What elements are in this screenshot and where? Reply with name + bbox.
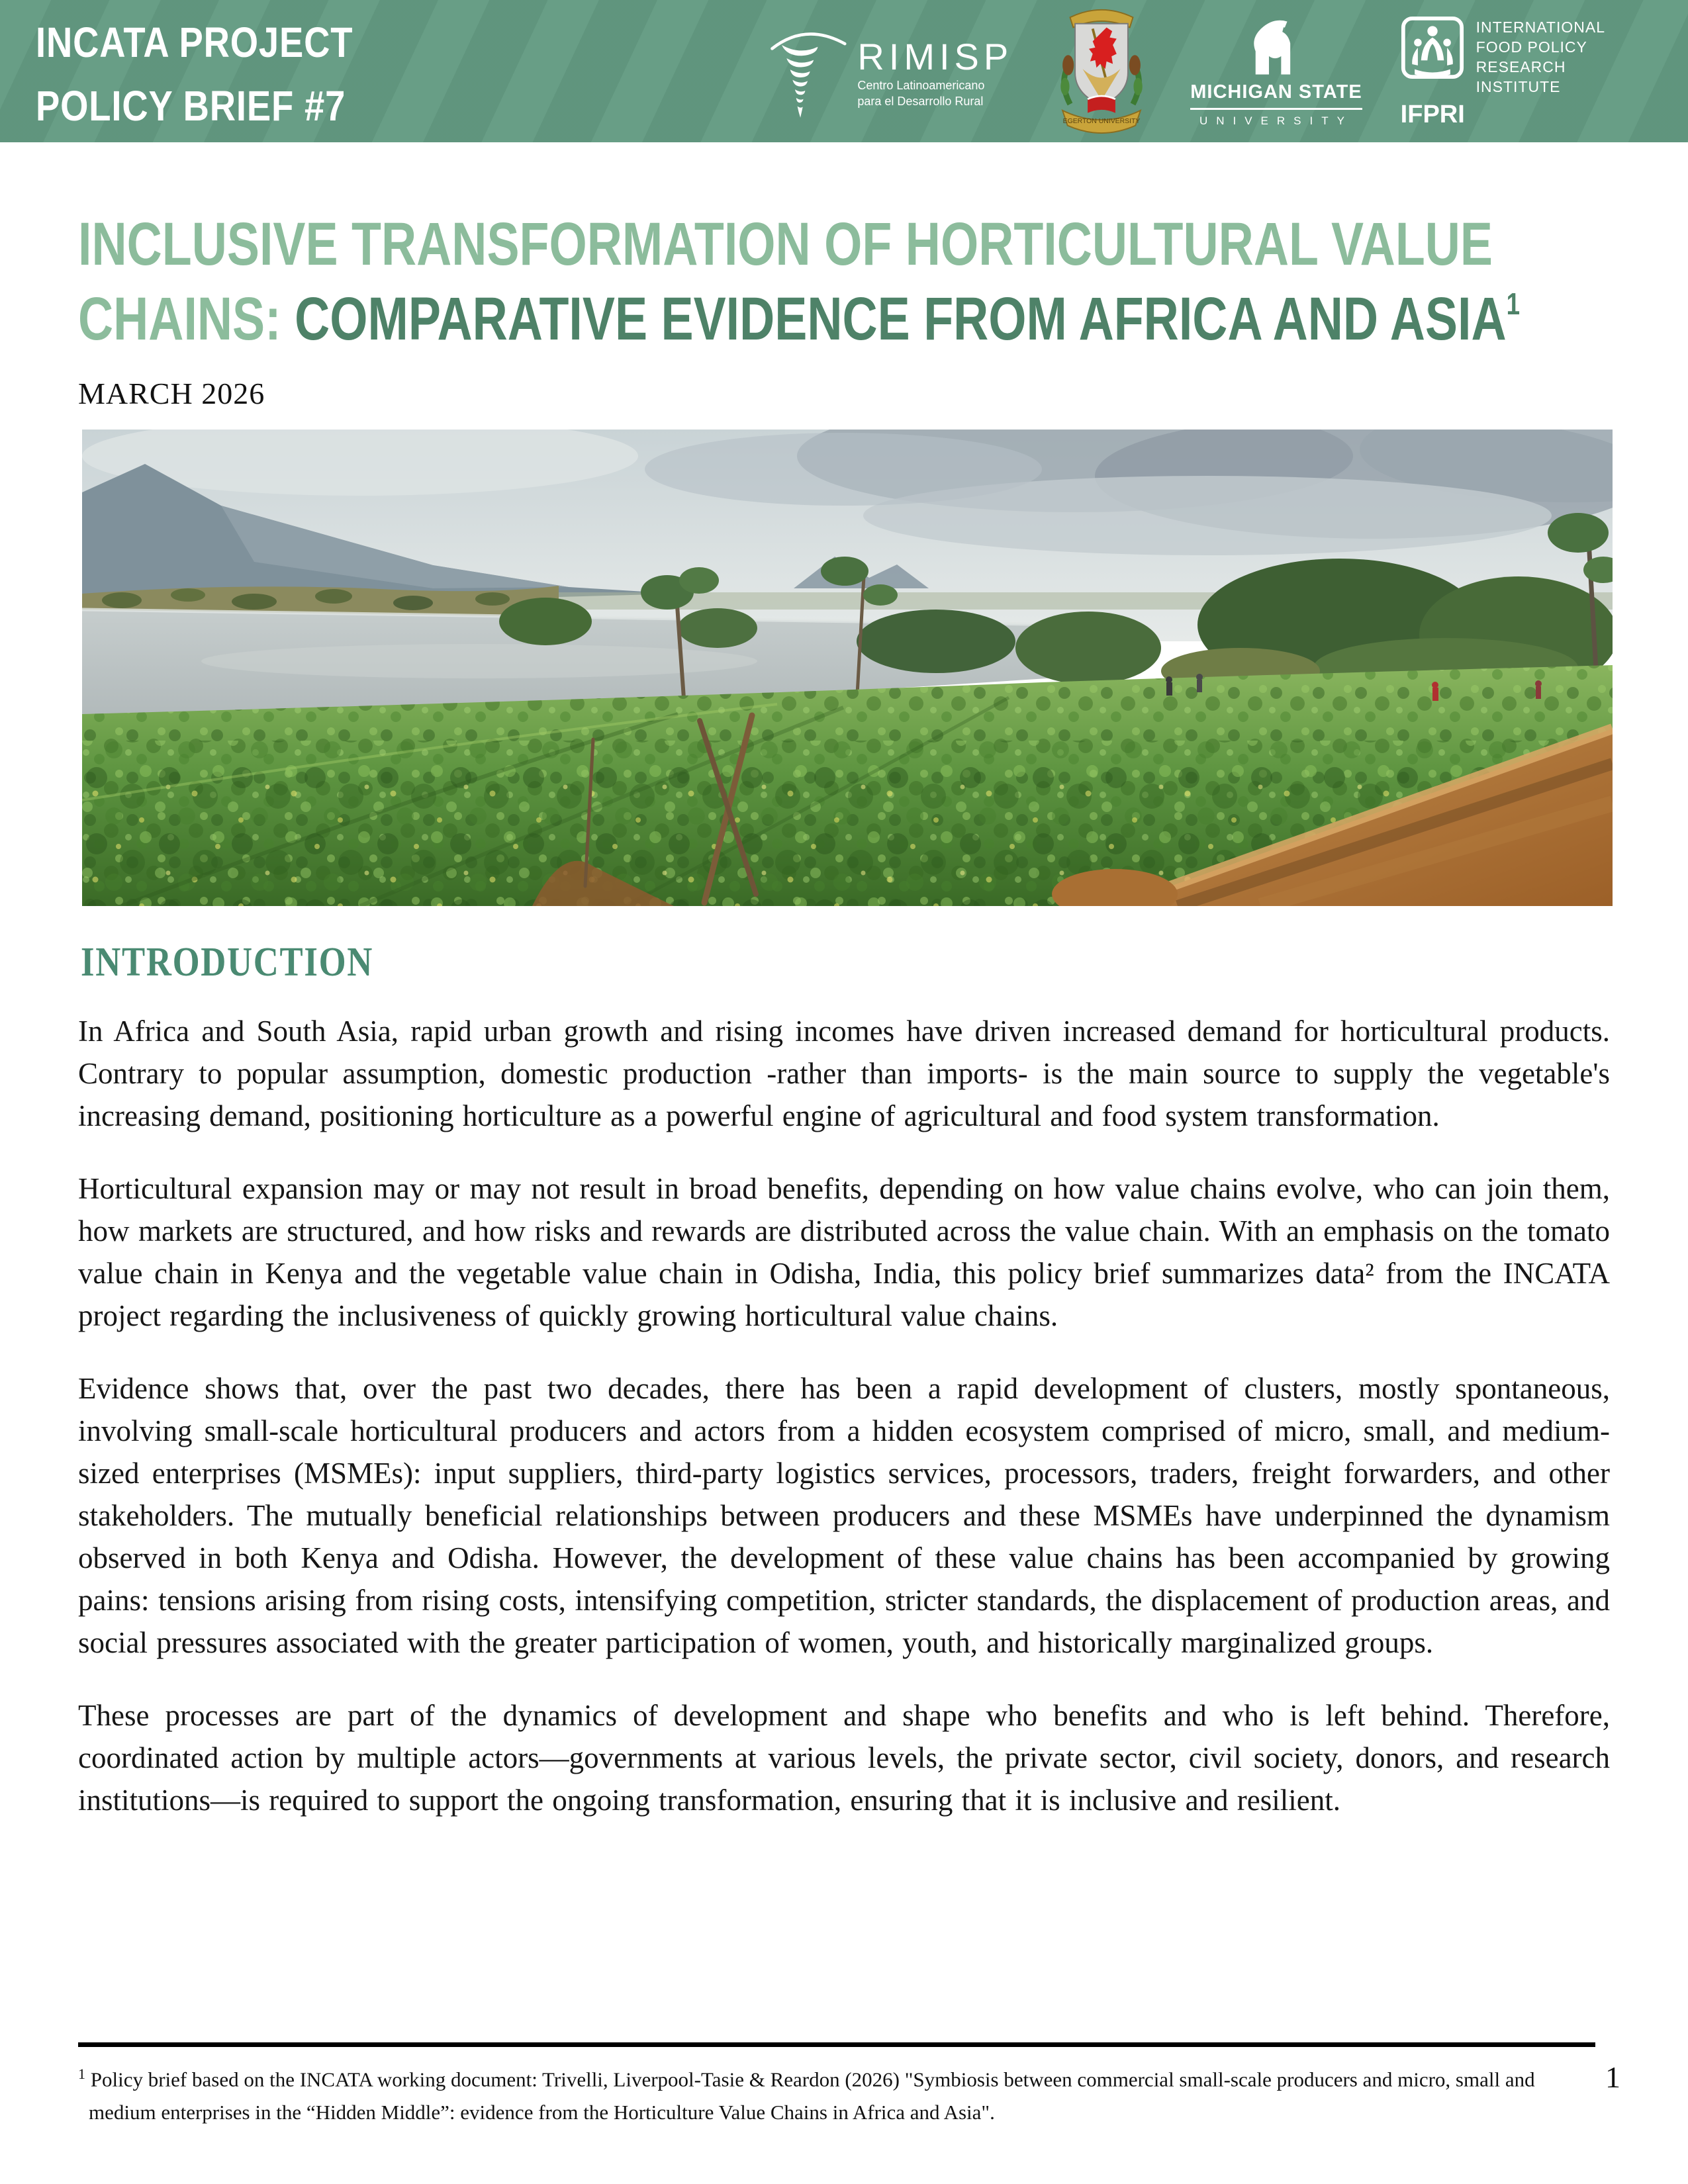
header-brief-number: POLICY BRIEF #7 [36,82,346,130]
rimisp-wordmark [857,36,1013,109]
field-photo [82,430,1613,906]
publication-date: MARCH 2026 [78,377,265,410]
footnote-separator [78,2042,1595,2047]
paragraph-3: Evidence shows that, over the past two decades, there has been a rapid development of clusters, mostly spontaneous, involving small-scale horticultural producers and actors from a hidden ecosystem comprised of micro, small, and medium-sized enterprises (MSMEs): input suppliers, third-party logistics services, processors, traders, freight forwarders, and other stakeholders. The mutually beneficial relationships between producers and these MSMEs have underpinned the dynamism observed in both Kenya and Odisha. However, the development of these value chains has been accompanied by growing pains: tensions arising from rising costs, intensifying competition, stricter standards, the displacement of production areas, and social pressures associated with the greater participation of women, youth, and historically marginalized groups. [78,1372,1610,1659]
introduction-heading: INTRODUCTION [81,940,374,985]
paragraph-2: Horticultural expansion may or may not result in broad benefits, depending on how value chains evolve, who can join them, how markets are structured, and how risks and rewards are distributed across the value chain. With an emphasis on the tomato value chain in Kenya and the vegetable value chain in Odisha, India, this policy brief summarizes data² from the INCATA project regarding the inclusiveness of quickly growing horticultural value chains. [78,1172,1610,1332]
footnote-marker: 1 [78,2066,85,2082]
rimisp-name: RIMISP [857,35,1013,77]
title-line-1: INCLUSIVE TRANSFORMATION OF HORTICULTURAL VALUE [78,210,1493,278]
egerton-ribbon-text: EGERTON UNIVERSITY [1062,117,1141,125]
ifpri-line-3: RESEARCH [1476,58,1566,75]
ifpri-line-1: INTERNATIONAL [1476,19,1605,36]
header-project-title: INCATA PROJECT [36,19,353,66]
footnote-area [78,2042,1622,2129]
ifpri-logo [1401,16,1605,129]
msu-wordmark: MICHIGAN STATE [1190,81,1362,110]
title-footnote-marker: 1 [1506,287,1521,321]
ifpri-mark-icon [1401,16,1464,83]
footnote-text [78,2058,1538,2129]
title-line-2-light: CHAINS: [78,285,295,353]
footnote-body: Policy brief based on the INCATA working document: Trivelli, Liverpool-Tasie & Reardon (2026) "Symbiosis between commercial small-scale producers and micro, small and medium enterprises in the “Hidden Middle”: evidence from the Horticulture Value Chains in Africa and Asia". [89,2068,1535,2124]
main-content [78,142,1610,1821]
partner-logos [769,8,1605,137]
page-number: 1 [1605,2060,1620,2094]
rimisp-tornado-icon [769,15,847,130]
msu-university-label: UNIVERSITY [1199,114,1353,127]
ifpri-line-2: FOOD POLICY [1476,38,1587,56]
rimisp-subtitle-1: Centro Latinoamericano [857,78,985,92]
paragraph-4: These processes are part of the dynamics of development and shape who benefits and who is left behind. Therefore, coordinated action by multiple actors—governments at various levels, the private sector, civil society, donors, and research institutions—is required to support the ongoing transformation, ensuring that it is inclusive and resilient. [78,1699,1610,1817]
document-title [78,207,1610,367]
egerton-university-crest [1051,5,1152,140]
michigan-state-logo [1190,17,1362,128]
spartan-helmet-icon [1246,17,1307,81]
ifpri-abbreviation: IFPRI [1400,101,1465,128]
header-band [0,0,1688,142]
rimisp-subtitle-2: para el Desarrollo Rural [857,94,984,108]
ifpri-name-lines [1476,17,1605,97]
rimisp-logo [769,15,1013,130]
header-titles [36,11,409,138]
title-line-2-dark: COMPARATIVE EVIDENCE FROM AFRICA AND ASIA [295,285,1507,353]
paragraph-1: In Africa and South Asia, rapid urban growth and rising incomes have driven increased demand for horticultural products. Contrary to popular assumption, domestic production -rather than imports- is the main source to supply the vegetable's increasing demand, positioning horticulture as a powerful engine of agricultural and food system transformation. [78,1015,1610,1132]
ifpri-line-4: INSTITUTE [1476,78,1561,95]
